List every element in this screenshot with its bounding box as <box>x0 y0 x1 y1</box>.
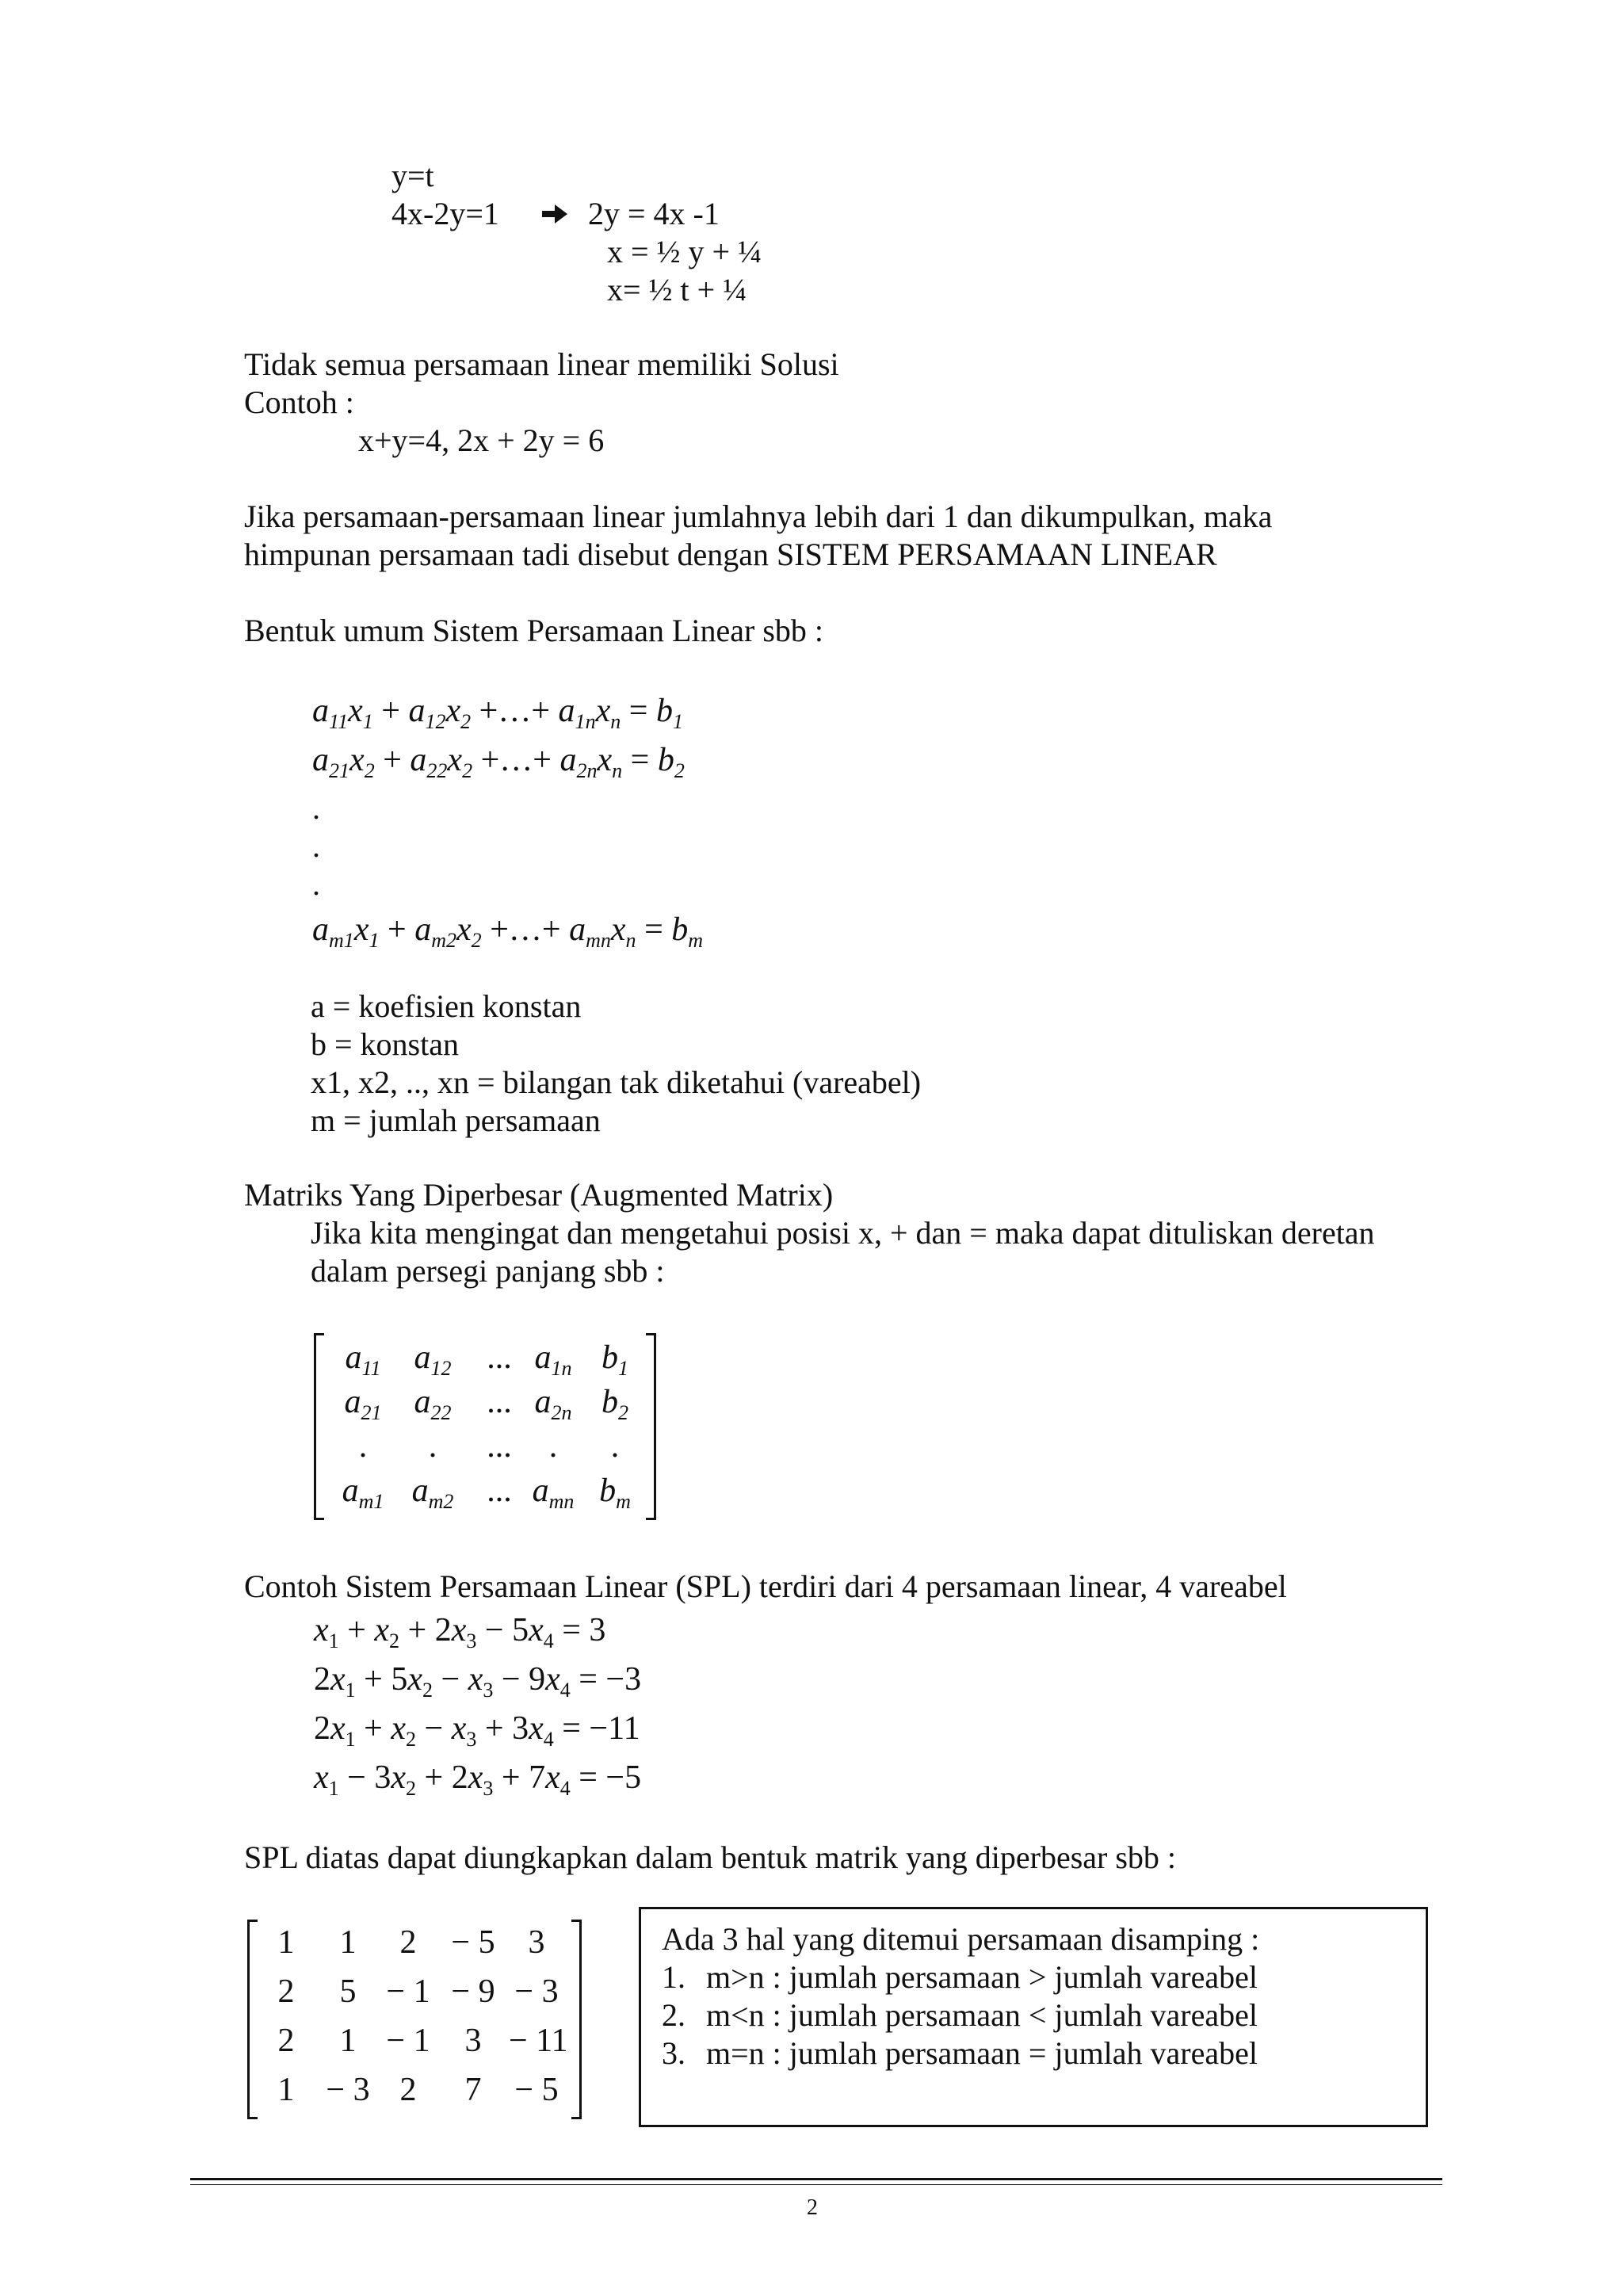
spl-subscript: 4 <box>543 1728 554 1752</box>
matrix-right-bracket <box>646 1333 656 1520</box>
matrix-cell: 2 <box>277 2023 295 2059</box>
spl-subscript: 3 <box>466 1629 477 1653</box>
matrix-subscript: mn <box>548 1490 575 1514</box>
spl-subscript: 1 <box>328 1777 339 1801</box>
matrix-cell: 7 <box>464 2072 482 2108</box>
eq-term: x <box>595 693 611 729</box>
spl-term: + <box>338 1612 375 1648</box>
legend-x: x1, x2, .., xn = bilangan tak diketahui (vareabel) <box>311 1064 922 1100</box>
eq-term: a <box>559 742 577 778</box>
augmented-desc-line1: Jika kita mengingat dan mengetahui posisi x, + dan = maka dapat dituliskan deretan <box>311 1215 1375 1251</box>
matrix-entry: . <box>548 1428 558 1465</box>
eq-term: x <box>348 693 363 729</box>
ellipsis-dot: . <box>312 866 320 902</box>
matrix-cell: 1 <box>339 2023 357 2059</box>
spl-variable: x <box>529 1710 544 1747</box>
general-equation-row1 <box>312 691 683 734</box>
matrix-cell <box>331 1338 395 1381</box>
matrix-entry: a <box>344 1384 361 1420</box>
eq-term: x <box>445 693 461 729</box>
spl-term: − <box>416 1710 452 1747</box>
spl-term: + 2 <box>416 1759 468 1796</box>
eq-sub: 2 <box>471 929 482 953</box>
intro-line-step3: x= ½ t + ¼ <box>607 272 747 308</box>
matrix-cell: 5 <box>339 1973 357 2010</box>
matrix-entry: a <box>532 1473 549 1509</box>
eq-term: x <box>456 911 472 948</box>
eq-op: + <box>379 911 415 948</box>
spl-term: − <box>433 1661 468 1698</box>
matrix-entry: . <box>428 1428 437 1465</box>
numeric-augmented-matrix <box>247 1920 582 2119</box>
matrix-subscript: 1n <box>551 1357 572 1381</box>
example-label: Contoh : <box>244 384 354 420</box>
matrix-cell: − 3 <box>514 1973 559 2010</box>
matrix-cell: 1 <box>277 1924 295 1961</box>
matrix-entry: ... <box>487 1384 512 1420</box>
eq-op: +…+ <box>481 911 570 948</box>
matrix-entry: a <box>414 1384 431 1420</box>
augmented-heading: Matriks Yang Diperbesar (Augmented Matrix) <box>244 1177 834 1213</box>
spl-variable: x <box>391 1759 407 1796</box>
matrix-cell: − 5 <box>451 1924 495 1961</box>
eq-sub: 22 <box>426 759 448 783</box>
matrix-entry: ... <box>487 1339 512 1376</box>
matrix-entry: ... <box>487 1428 512 1465</box>
matrix-subscript: 1 <box>617 1357 628 1381</box>
eq-sub: 11 <box>329 710 349 734</box>
case-number: 1. <box>662 1959 685 1995</box>
matrix-cell <box>521 1382 585 1425</box>
eq-term: b <box>655 693 673 729</box>
matrix-subscript: m1 <box>358 1490 384 1514</box>
spl-variable: x <box>314 1612 329 1648</box>
matrix-cell <box>401 1382 464 1425</box>
spl-subscript: 3 <box>483 1777 494 1801</box>
intro-line-step1: 2y = 4x -1 <box>588 196 720 231</box>
augmented-statement: SPL diatas dapat diungkapkan dalam bentuk matrik yang diperbesar sbb : <box>244 1839 1177 1875</box>
matrix-entry: . <box>358 1428 368 1465</box>
spl-equation <box>314 1610 606 1653</box>
matrix-entry: a <box>342 1473 359 1509</box>
spl-variable: x <box>451 1710 467 1747</box>
matrix-cell <box>401 1471 464 1514</box>
spl-equation <box>314 1709 640 1752</box>
spl-subscript: 4 <box>543 1629 554 1653</box>
matrix-subscript: 21 <box>361 1401 382 1425</box>
eq-op: = <box>636 911 672 948</box>
cases-box <box>639 1907 1428 2127</box>
matrix-cell: 3 <box>528 1924 545 1961</box>
eq-term: a <box>410 742 427 778</box>
matrix-entry: a <box>534 1384 552 1420</box>
spl-variable: x <box>468 1661 483 1698</box>
eq-term: a <box>408 693 426 729</box>
eq-op: +…+ <box>472 742 560 778</box>
eq-sub: 12 <box>425 710 446 734</box>
spl-variable: x <box>468 1759 483 1796</box>
matrix-entry: ... <box>487 1473 512 1509</box>
matrix-entry: b <box>601 1384 618 1420</box>
matrix-cell <box>401 1338 464 1381</box>
eq-term: a <box>414 911 432 948</box>
matrix-entry: a <box>534 1339 552 1376</box>
spl-term: + 2 <box>399 1612 452 1648</box>
matrix-cell: − 1 <box>386 2023 430 2059</box>
matrix-cell <box>331 1427 395 1466</box>
spl-subscript: 4 <box>559 1777 571 1801</box>
spl-variable: x <box>529 1612 544 1648</box>
matrix-cell: − 5 <box>514 2072 559 2108</box>
right-arrow-icon <box>540 201 569 227</box>
spl-equation <box>314 1758 642 1801</box>
legend-b: b = konstan <box>311 1026 459 1062</box>
spl-variable: x <box>374 1612 390 1648</box>
eq-sub: 1 <box>362 710 373 734</box>
matrix-cell: − 9 <box>451 1973 495 2010</box>
spl-term: − 5 <box>476 1612 529 1648</box>
spl-term: − 3 <box>338 1759 391 1796</box>
example-equations: x+y=4, 2x + 2y = 6 <box>358 422 605 458</box>
matrix-subscript: m <box>616 1490 631 1514</box>
matrix-left-bracket <box>314 1333 324 1520</box>
spl-subscript: 3 <box>483 1679 494 1702</box>
page-number: 2 <box>807 2195 818 2220</box>
spl-variable: x <box>391 1710 407 1747</box>
general-equation-rowm <box>312 910 704 953</box>
matrix-entry: a <box>345 1339 362 1376</box>
matrix-cell <box>331 1382 395 1425</box>
spl-term: + 7 <box>493 1759 546 1796</box>
matrix-cell: 2 <box>399 2072 417 2108</box>
eq-term: a <box>312 911 329 948</box>
spl-variable: x <box>545 1661 560 1698</box>
spl-subscript: 4 <box>559 1679 571 1702</box>
matrix-entry: a <box>414 1339 431 1376</box>
case-number: 3. <box>662 2035 685 2071</box>
eq-term: x <box>610 911 626 948</box>
footer-rule <box>190 2178 1442 2180</box>
eq-op: + <box>374 742 411 778</box>
intro-line-y: y=t <box>391 158 434 193</box>
case-number: 2. <box>662 1997 685 2033</box>
matrix-entry: b <box>601 1339 618 1376</box>
eq-sub: mn <box>586 929 611 953</box>
eq-sub: n <box>625 929 636 953</box>
matrix-cell <box>583 1471 647 1514</box>
spl-term: 2 <box>314 1661 330 1698</box>
spl-example-heading: Contoh Sistem Persamaan Linear (SPL) terdiri dari 4 persamaan linear, 4 vareabel <box>244 1568 1287 1604</box>
matrix-entry: b <box>599 1473 617 1509</box>
matrix-subscript: 12 <box>430 1357 452 1381</box>
matrix-cell: 2 <box>277 1973 295 2010</box>
matrix-cell <box>331 1471 395 1514</box>
eq-sub: 2 <box>460 710 472 734</box>
matrix-cell <box>583 1338 647 1381</box>
eq-term: a <box>558 693 575 729</box>
case-text: m=n : jumlah persamaan = jumlah vareabel <box>706 2035 1258 2071</box>
eq-sub: 2n <box>576 759 598 783</box>
system-definition-line1: Jika persamaan-persamaan linear jumlahnya lebih dari 1 dan dikumpulkan, maka <box>244 499 1273 534</box>
augmented-desc-line2: dalam persegi panjang sbb : <box>311 1253 665 1289</box>
case-text: m<n : jumlah persamaan < jumlah vareabel <box>706 1997 1258 2033</box>
eq-sub: 1 <box>672 710 683 734</box>
eq-op: = <box>621 693 656 729</box>
eq-term: a <box>312 693 329 729</box>
spl-term: − 9 <box>493 1661 546 1698</box>
legend-m: m = jumlah persamaan <box>311 1102 601 1138</box>
eq-sub: m1 <box>329 929 354 953</box>
eq-term: x <box>353 911 369 948</box>
eq-op: + <box>372 693 409 729</box>
eq-term: a <box>312 742 329 778</box>
spl-term: + 5 <box>355 1661 408 1698</box>
spl-variable: x <box>314 1759 329 1796</box>
matrix-left-bracket <box>247 1920 258 2119</box>
eq-sub: m <box>688 929 704 953</box>
ellipsis-dot: . <box>312 828 320 864</box>
eq-term: b <box>671 911 689 948</box>
case-text: m>n : jumlah persamaan > jumlah vareabel <box>706 1959 1258 1995</box>
matrix-cell: 3 <box>464 2023 482 2059</box>
matrix-subscript: 11 <box>361 1357 381 1381</box>
spl-subscript: 2 <box>406 1728 417 1752</box>
eq-sub: 21 <box>329 759 350 783</box>
spl-variable: x <box>545 1759 560 1796</box>
eq-term: x <box>597 742 613 778</box>
cases-title: Ada 3 hal yang ditemui persamaan disamping : <box>662 1921 1260 1957</box>
eq-sub: 2 <box>674 759 685 783</box>
matrix-cell <box>521 1427 585 1466</box>
spl-equation <box>314 1660 642 1702</box>
matrix-subscript: 2n <box>551 1401 572 1425</box>
matrix-cell: 2 <box>399 1924 417 1961</box>
eq-op: = <box>622 742 658 778</box>
spl-term: + 3 <box>476 1710 529 1747</box>
matrix-entry: a <box>411 1473 429 1509</box>
matrix-subscript: m2 <box>428 1490 454 1514</box>
matrix-entry: . <box>610 1428 620 1465</box>
footer-rule-thin <box>190 2184 1442 2185</box>
matrix-subscript: 22 <box>430 1401 452 1425</box>
spl-subscript: 2 <box>422 1679 433 1702</box>
spl-subscript: 1 <box>345 1679 356 1702</box>
matrix-right-bracket <box>571 1920 582 2119</box>
eq-sub: 2 <box>364 759 375 783</box>
matrix-cell: 1 <box>277 2072 295 2108</box>
ellipsis-dot: . <box>312 790 320 826</box>
eq-sub: 1 <box>369 929 380 953</box>
matrix-subscript: 2 <box>617 1401 628 1425</box>
eq-sub: 2 <box>462 759 473 783</box>
matrix-cell <box>583 1427 647 1466</box>
matrix-cell: 1 <box>339 1924 357 1961</box>
eq-term: b <box>657 742 674 778</box>
spl-variable: x <box>330 1661 346 1698</box>
spl-term: 2 <box>314 1710 330 1747</box>
spl-subscript: 2 <box>406 1777 417 1801</box>
general-equation-row2 <box>312 740 685 783</box>
eq-term: x <box>349 742 365 778</box>
matrix-cell <box>401 1427 464 1466</box>
spl-term: = −5 <box>570 1759 642 1796</box>
eq-term: x <box>447 742 463 778</box>
symbolic-augmented-matrix <box>314 1333 656 1520</box>
spl-term: + <box>355 1710 391 1747</box>
matrix-cell: − 1 <box>386 1973 430 2010</box>
eq-sub: n <box>612 759 623 783</box>
spl-term: = −11 <box>553 1710 640 1747</box>
general-form-heading: Bentuk umum Sistem Persamaan Linear sbb : <box>244 613 823 648</box>
spl-subscript: 1 <box>328 1629 339 1653</box>
eq-sub: n <box>610 710 621 734</box>
eq-sub: m2 <box>431 929 457 953</box>
eq-op: +…+ <box>471 693 559 729</box>
legend-a: a = koefisien konstan <box>311 988 582 1024</box>
eq-sub: 1n <box>575 710 596 734</box>
matrix-cell: − 3 <box>326 2072 370 2108</box>
matrix-cell: − 11 <box>509 2023 568 2059</box>
spl-term: = 3 <box>553 1612 606 1648</box>
no-solution-statement: Tidak semua persamaan linear memiliki Solusi <box>244 346 839 382</box>
spl-variable: x <box>407 1661 423 1698</box>
matrix-cell <box>521 1471 585 1514</box>
spl-subscript: 1 <box>345 1728 356 1752</box>
intro-line-equation: 4x-2y=1 <box>391 196 499 231</box>
intro-line-step2: x = ½ y + ¼ <box>607 234 762 269</box>
spl-subscript: 2 <box>389 1629 400 1653</box>
spl-variable: x <box>451 1612 467 1648</box>
matrix-cell <box>583 1382 647 1425</box>
system-definition-line2: himpunan persamaan tadi disebut dengan SISTEM PERSAMAAN LINEAR <box>244 537 1217 572</box>
matrix-cell <box>521 1338 585 1381</box>
eq-term: a <box>569 911 586 948</box>
spl-term: = −3 <box>570 1661 642 1698</box>
spl-subscript: 3 <box>466 1728 477 1752</box>
spl-variable: x <box>330 1710 346 1747</box>
